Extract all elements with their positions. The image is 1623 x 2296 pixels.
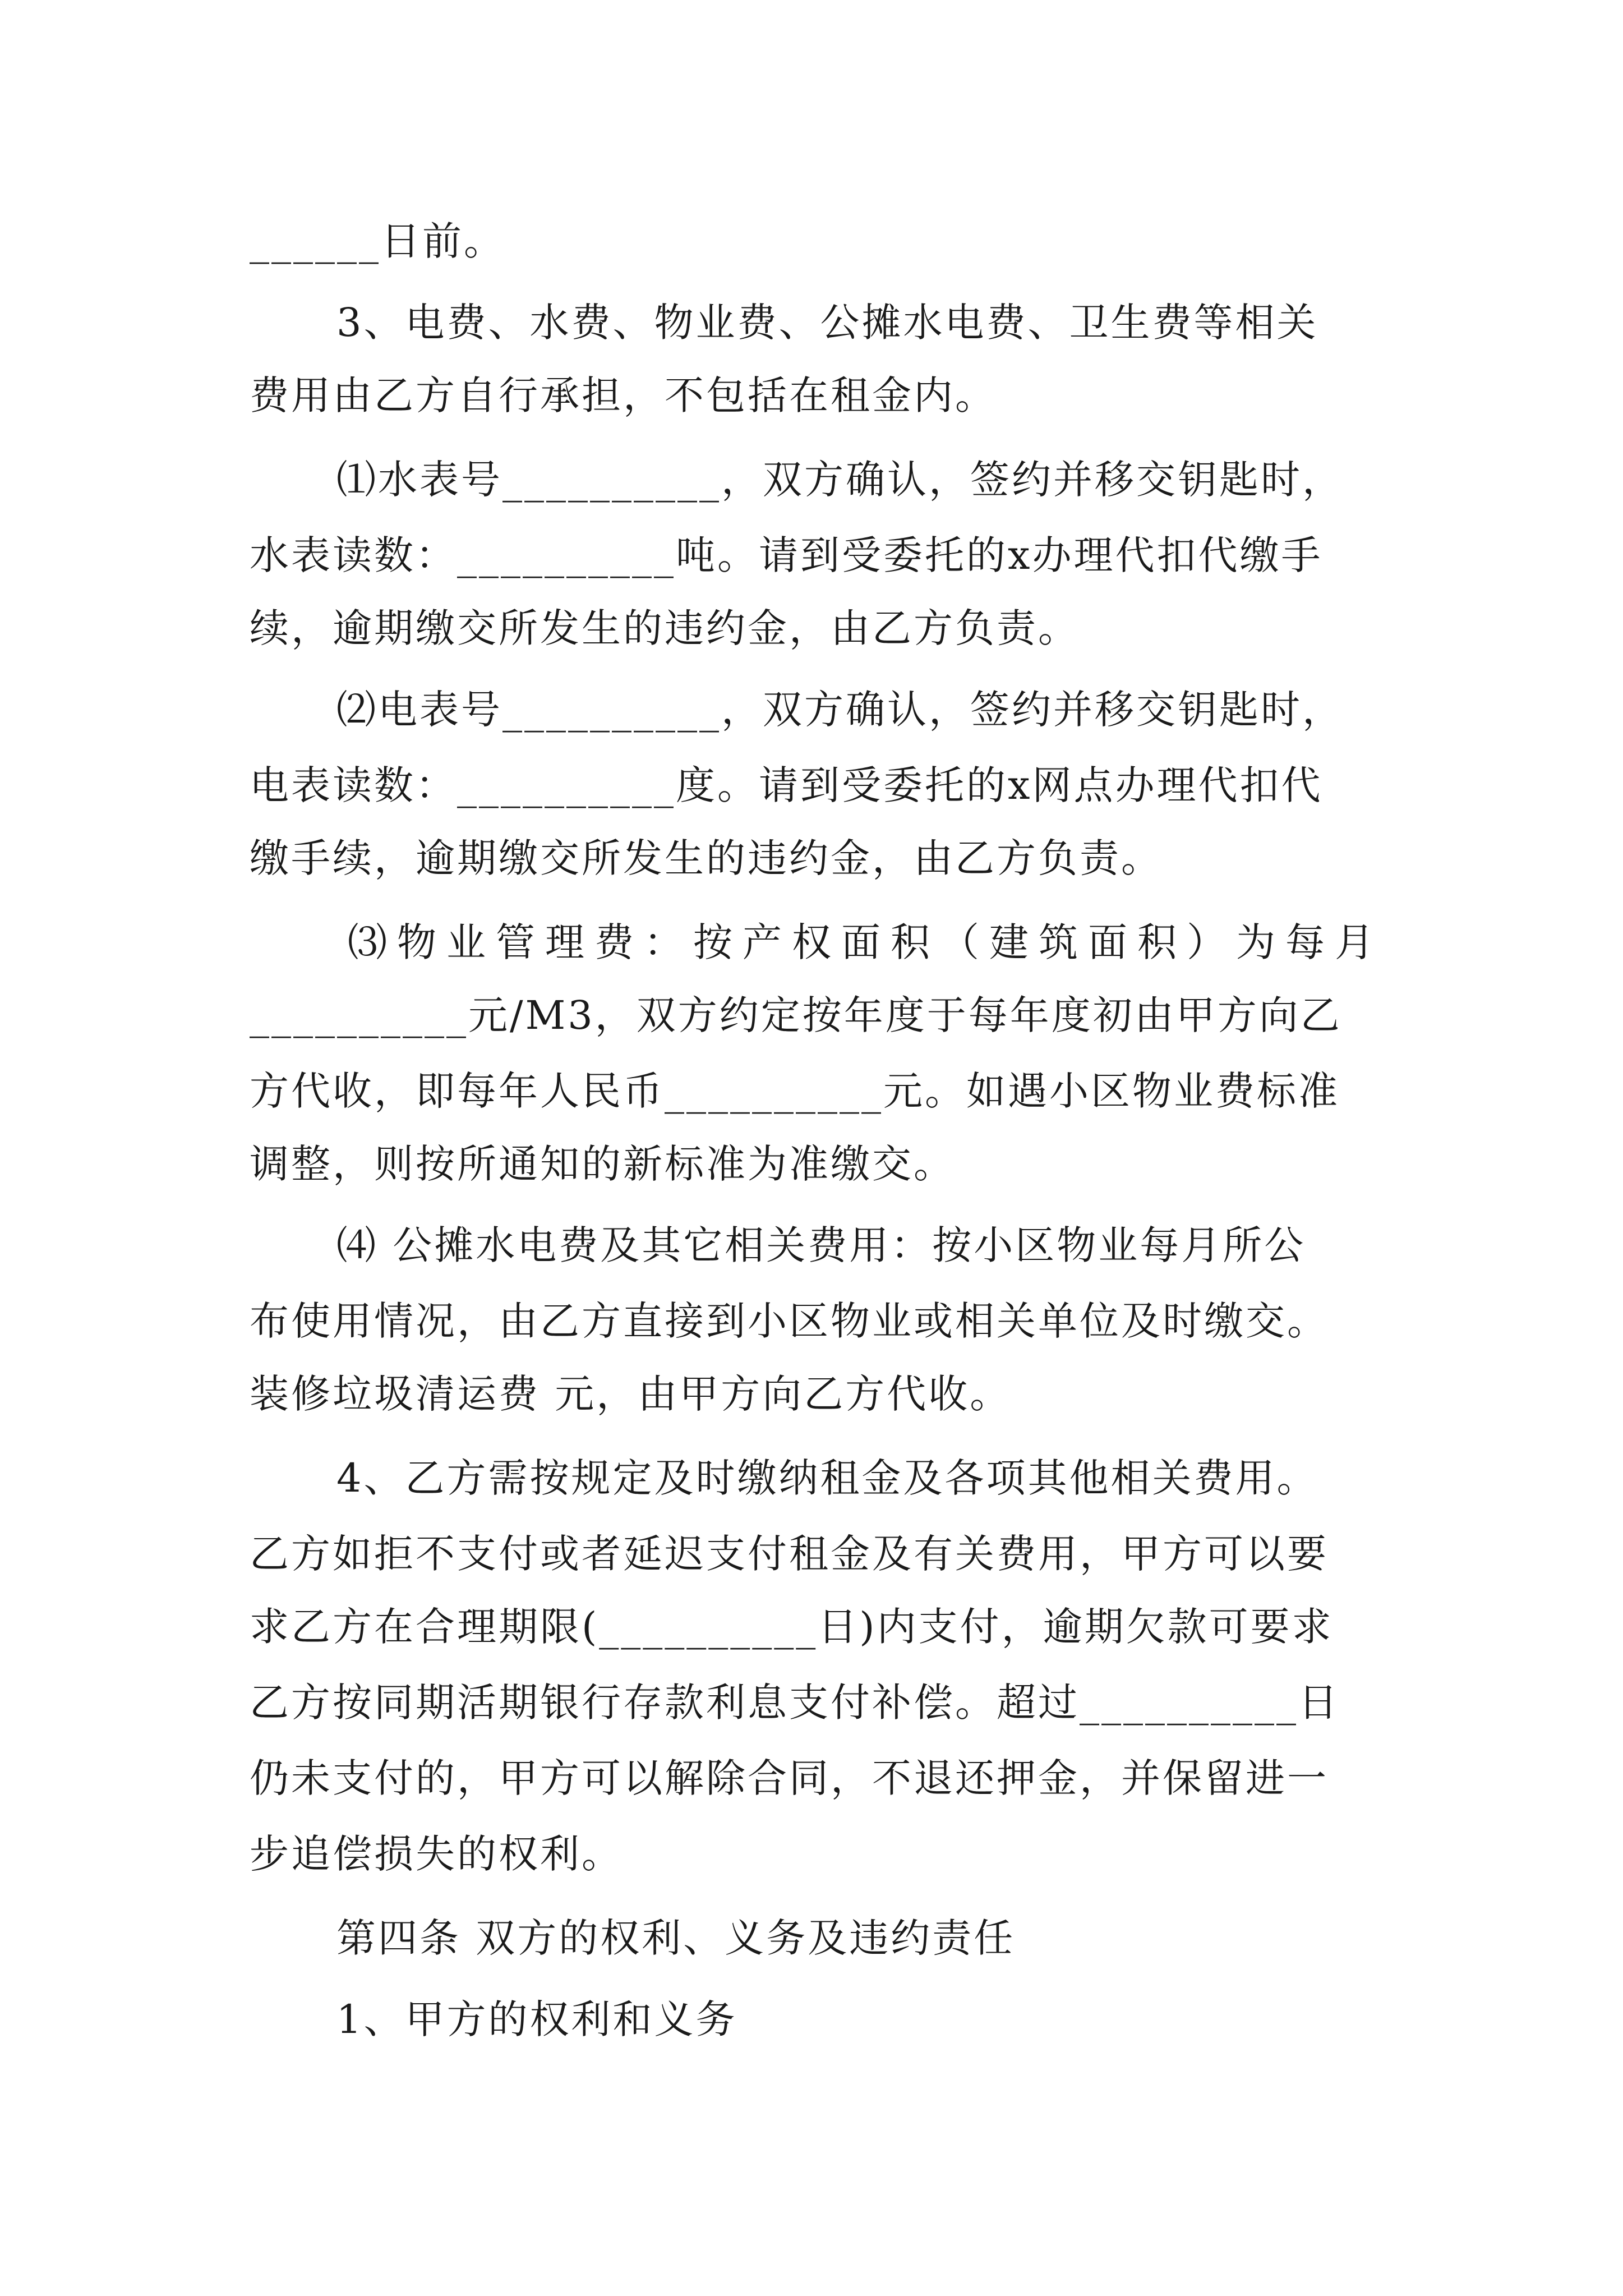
text-line (0, 1593, 1623, 1660)
line-text: __________元/M3，双方约定按年度于每年度初由甲方向乙 (250, 992, 1342, 1038)
text-line (0, 522, 1623, 589)
line-text: ______日前。 (250, 218, 505, 264)
text-line (0, 1745, 1623, 1812)
line-text: 仍未支付的，甲方可以解除合同，不退还押金，并保留进一 (250, 1755, 1329, 1801)
line-text: 1、甲方的权利和义务 (336, 1996, 737, 2042)
line-text: 方代收，即每年人民币__________元。如遇小区物业费标准 (250, 1068, 1340, 1114)
line-text: 乙方如拒不支付或者延迟支付租金及有关费用，甲方可以要 (250, 1531, 1329, 1577)
line-text: ⑶物业管理费：按产权面积（建筑面积）为每月 (348, 919, 1384, 965)
line-text: 续，逾期缴交所发生的违约金，由乙方负责。 (250, 605, 1080, 651)
text-line (0, 1444, 1623, 1512)
text-line (0, 676, 1623, 743)
text-line (0, 982, 1623, 1049)
text-line (0, 1669, 1623, 1736)
section-heading (0, 1904, 1623, 1972)
text-line (0, 1287, 1623, 1355)
line-text: 水表读数：__________吨。请到受委托的x办理代扣代缴手 (250, 532, 1323, 578)
text-line (0, 446, 1623, 513)
text-line (0, 752, 1623, 819)
text-line (0, 362, 1623, 429)
line-text: 4、乙方需按规定及时缴纳租金及各项其他相关费用。 (336, 1455, 1318, 1501)
text-line (0, 909, 1623, 976)
text-line (0, 1057, 1623, 1125)
line-text: 调整，则按所通知的新标准为准缴交。 (250, 1141, 955, 1187)
line-text: 步追偿损失的权利。 (250, 1831, 623, 1877)
line-text: ⑵电表号__________，双方确认，签约并移交钥匙时， (336, 687, 1344, 733)
line-text: 3、电费、水费、物业费、公摊水电费、卫生费等相关 (336, 300, 1318, 346)
text-line (0, 1212, 1623, 1279)
text-line (0, 289, 1623, 356)
line-text: 电表读数：__________度。请到受委托的x网点办理代扣代 (250, 762, 1323, 808)
text-line (0, 1360, 1623, 1428)
line-text: 缴手续，逾期缴交所发生的违约金，由乙方负责。 (250, 835, 1163, 881)
text-line (0, 595, 1623, 662)
text-line (0, 1520, 1623, 1588)
line-text: 求乙方在合理期限(__________日)内支付，逾期欠款可要求 (250, 1604, 1334, 1650)
line-text: ⑷ 公摊水电费及其它相关费用：按小区物业每月所公 (336, 1222, 1306, 1268)
line-text: ⑴水表号__________，双方确认，签约并移交钥匙时， (336, 457, 1344, 503)
text-line (0, 208, 1623, 275)
line-text: 乙方按同期活期银行存款利息支付补偿。超过__________日 (250, 1680, 1340, 1726)
line-text: 费用由乙方自行承担，不包括在租金内。 (250, 372, 997, 418)
line-text: 第四条 双方的权利、义务及违约责任 (336, 1915, 1016, 1961)
line-text: 布使用情况，由乙方直接到小区物业或相关单位及时缴交。 (250, 1298, 1329, 1344)
text-line (0, 1820, 1623, 1888)
text-line (0, 1130, 1623, 1198)
subsection-heading (0, 1986, 1623, 2053)
line-text: 装修垃圾清运费 元，由甲方向乙方代收。 (250, 1371, 1012, 1417)
text-line (0, 825, 1623, 892)
